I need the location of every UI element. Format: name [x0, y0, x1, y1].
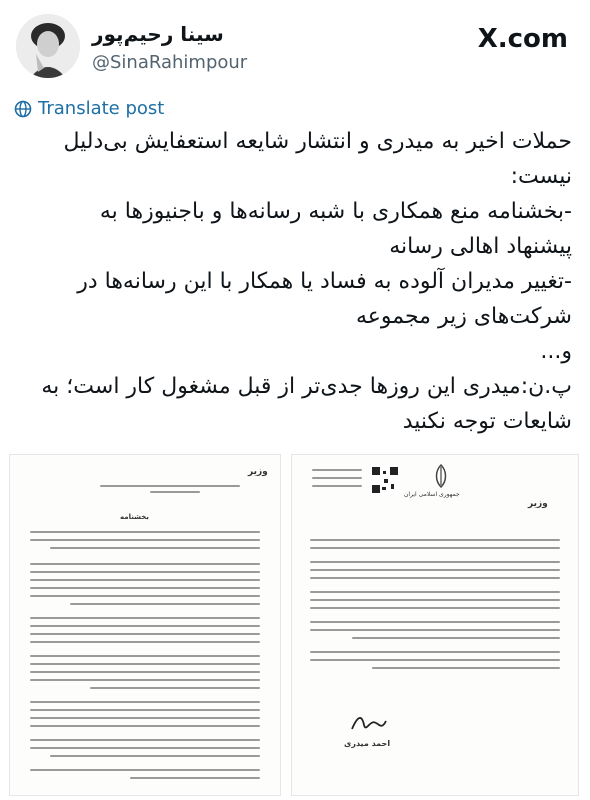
qr-code-icon — [370, 465, 400, 495]
doc-text-line — [30, 571, 260, 573]
doc-text-line — [30, 739, 260, 741]
post-line: نیست: — [510, 164, 572, 189]
post-line: -تغییر مدیران آلوده به فساد یا همکار با این رسانه‌ها در — [77, 269, 572, 294]
avatar-image — [16, 14, 80, 78]
post-line: پ.ن:میدری این روزها جدی‌تر از قبل مشغول کار است؛ به — [41, 374, 572, 399]
document-image-left[interactable] — [10, 455, 280, 795]
post-line: پیشنهاد اهالی رسانه — [389, 234, 572, 259]
doc-text-line — [310, 651, 560, 653]
post-line: شرکت‌های زیر مجموعه — [355, 304, 572, 329]
user-handle[interactable]: @SinaRahimpour — [92, 52, 248, 73]
translate-label: Translate post — [38, 98, 165, 119]
brand-logo — [478, 24, 568, 54]
doc-text-line — [70, 603, 260, 605]
doc-text-line — [312, 485, 362, 487]
doc-text-line — [30, 587, 260, 589]
doc-text-line — [130, 777, 260, 779]
doc-text-line — [310, 591, 560, 593]
doc-text-line — [30, 595, 260, 597]
doc-text-line — [30, 769, 260, 771]
doc-title: وزیر — [528, 499, 548, 509]
doc-text-line — [30, 641, 260, 643]
attached-images[interactable] — [0, 445, 590, 800]
signature-icon — [348, 713, 388, 735]
avatar[interactable] — [16, 14, 80, 78]
doc-text-line — [310, 547, 560, 549]
doc-text-line — [352, 637, 560, 639]
doc-text-line — [310, 659, 560, 661]
doc-text-line — [372, 667, 560, 669]
doc-text-line — [310, 539, 560, 541]
doc-text-line — [30, 717, 260, 719]
doc-text-line — [310, 577, 560, 579]
post-line: شایعات توجه نکنید — [402, 409, 572, 434]
doc-text-line — [30, 655, 260, 657]
document-image-right[interactable] — [292, 455, 578, 795]
doc-text-line — [100, 485, 240, 487]
doc-text-line — [30, 671, 260, 673]
emblem-icon — [430, 463, 452, 489]
doc-text-line — [312, 469, 362, 471]
post-text — [16, 124, 572, 439]
doc-text-line — [50, 755, 260, 757]
doc-text-line — [30, 709, 260, 711]
post-line: و... — [540, 339, 572, 364]
brand-text: X.com — [477, 24, 568, 54]
display-name[interactable]: سینا رحیم‌پور — [92, 22, 224, 46]
doc-text-line — [30, 701, 260, 703]
doc-text-line — [30, 579, 260, 581]
doc-text-line — [150, 491, 200, 493]
doc-text-line — [30, 625, 260, 627]
signatory-name: احمد میدری — [344, 739, 391, 748]
globe-icon — [14, 100, 32, 118]
doc-text-line — [310, 607, 560, 609]
post-line: -بخشنامه منع همکاری با شبه رسانه‌ها و باجنیوزها به — [99, 199, 572, 224]
doc-text-line — [30, 679, 260, 681]
doc-heading: بخشنامه — [120, 513, 149, 521]
post-line: حملات اخیر به میدری و انتشار شایعه استعفایش بی‌دلیل — [63, 129, 572, 154]
doc-text-line — [310, 629, 560, 631]
doc-text-line — [310, 599, 560, 601]
doc-text-line — [310, 561, 560, 563]
ministry-name: جمهوری اسلامی ایران — [404, 491, 460, 498]
doc-title: وزیر — [248, 467, 268, 477]
doc-text-line — [50, 547, 260, 549]
doc-text-line — [90, 687, 260, 689]
doc-text-line — [30, 617, 260, 619]
doc-text-line — [30, 747, 260, 749]
doc-text-line — [30, 725, 260, 727]
doc-text-line — [30, 539, 260, 541]
doc-text-line — [310, 621, 560, 623]
doc-text-line — [30, 531, 260, 533]
doc-text-line — [30, 663, 260, 665]
doc-text-line — [312, 477, 362, 479]
doc-text-line — [310, 569, 560, 571]
translate-post-link[interactable] — [14, 98, 164, 119]
doc-text-line — [30, 633, 260, 635]
doc-text-line — [30, 563, 260, 565]
tweet-header — [0, 0, 590, 92]
